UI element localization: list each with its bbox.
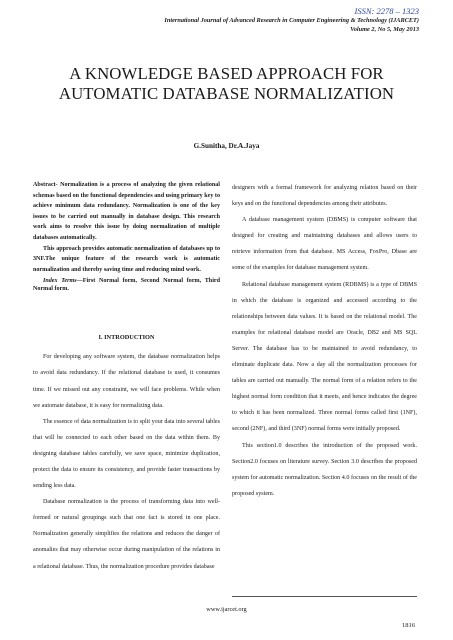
abstract-paragraph: Abstract- Normalization is a process of analyzing the given relational schemas based on the functional dependencies and using primary key to achieve minimum data redundancy. Normalization is one of the key issues to be carried out manually in database design. This research work aims to resolve this issue by doing normalization of multiple databases automatically. <box>33 182 220 241</box>
index-terms-text: —First Normal form, Second Normal form, Third Normal form. <box>33 278 220 293</box>
right-column <box>232 180 417 502</box>
intro-paragraph-2: The essence of data normalization is to split your data into several tables that will be connected to each other based on the data within them. By designing database tables carefully, we save space, minimize duplication, protect the data to ensure its consistency, and provide faster transactions by sending less data. <box>33 418 221 490</box>
paper-title: A KNOWLEDGE BASED APPROACH FOR AUTOMATIC DATABASE NORMALIZATION <box>58 64 395 103</box>
abstract-paragraph-2: This approach provides automatic normalization of databases up to 3NF.The unique feature of the research work is automatic normalization and thereby saving time and reducing mind work. <box>33 245 220 273</box>
page-number: 1816 <box>402 622 415 629</box>
journal-volume: Volume 2, No 5, May 2013 <box>350 25 419 33</box>
journal-header <box>164 17 419 34</box>
section-heading-introduction: I. INTRODUCTION <box>98 334 155 342</box>
journal-name: International Journal of Advanced Research in Computer Engineering & Technology (IJARCET) <box>164 17 419 24</box>
rdbms-paragraph: Relational database management system (RDBMS) is a type of DBMS in which the database is organized and accessed according to the relationships between data values. It is based on the relational model. The examples for relational database model are Oracle, DB2 and MS SQL Server. The database has to be maintained to avoid redundancy, to eliminate duplicate data. Now a day all the normalization processes for tables are carried out manually. The normal form of a relation refers to the highest normal form condition that it meets, and hence indicates the degree to which it has been normalized. Three normal forms called first (1NF), second (2NF), and third (3NF) normal forms were initially proposed. <box>232 281 417 433</box>
footer-divider <box>232 596 417 597</box>
intro-paragraph-1: For developing any software system, the database normalization helps to avoid data redundancy. If the relational database is used, it consumes time. If we missed out any constraint, we will face problems. While when we automate database, it is easy for normalizing data. <box>33 354 220 409</box>
dbms-paragraph: A database management system (DBMS) is computer software that designed for creating and maintaining databases and allows users to retrieve information from that database. MS Access, FoxPro, Dbase are some of the examples for database management system. <box>232 217 417 272</box>
index-terms-label: Index Terms <box>43 278 77 285</box>
intro-paragraph-3: Database normalization is the process of transforming data into well- formed or natural groupings such that one fact is stored in one place. Normalization generally simplifies the relations and reduces the danger of anomalies that may otherwise occur during manipulation of the relations in a relational database. Thus, the normalization procedure provides database <box>33 499 220 570</box>
footer-url: www.ijarcet.org <box>206 606 247 613</box>
left-column <box>33 180 220 575</box>
paper-authors: G.Sunitha, Dr.A.Jaya <box>193 142 260 150</box>
index-terms <box>33 277 220 293</box>
issn-label: ISSN: 2278 – 1323 <box>354 6 419 16</box>
sections-overview-paragraph: This section1.0 describes the introduction of the proposed work. Section2.0 focuses on literature survey. Section 3.0 describes the proposed system for automatic normalization. Section 4.0 focuses on the result of the proposed system. <box>232 442 417 497</box>
right-paragraph-continued: designers with a formal framework for analyzing relation based on their keys and on the functional dependencies among their attributes. <box>232 185 417 208</box>
